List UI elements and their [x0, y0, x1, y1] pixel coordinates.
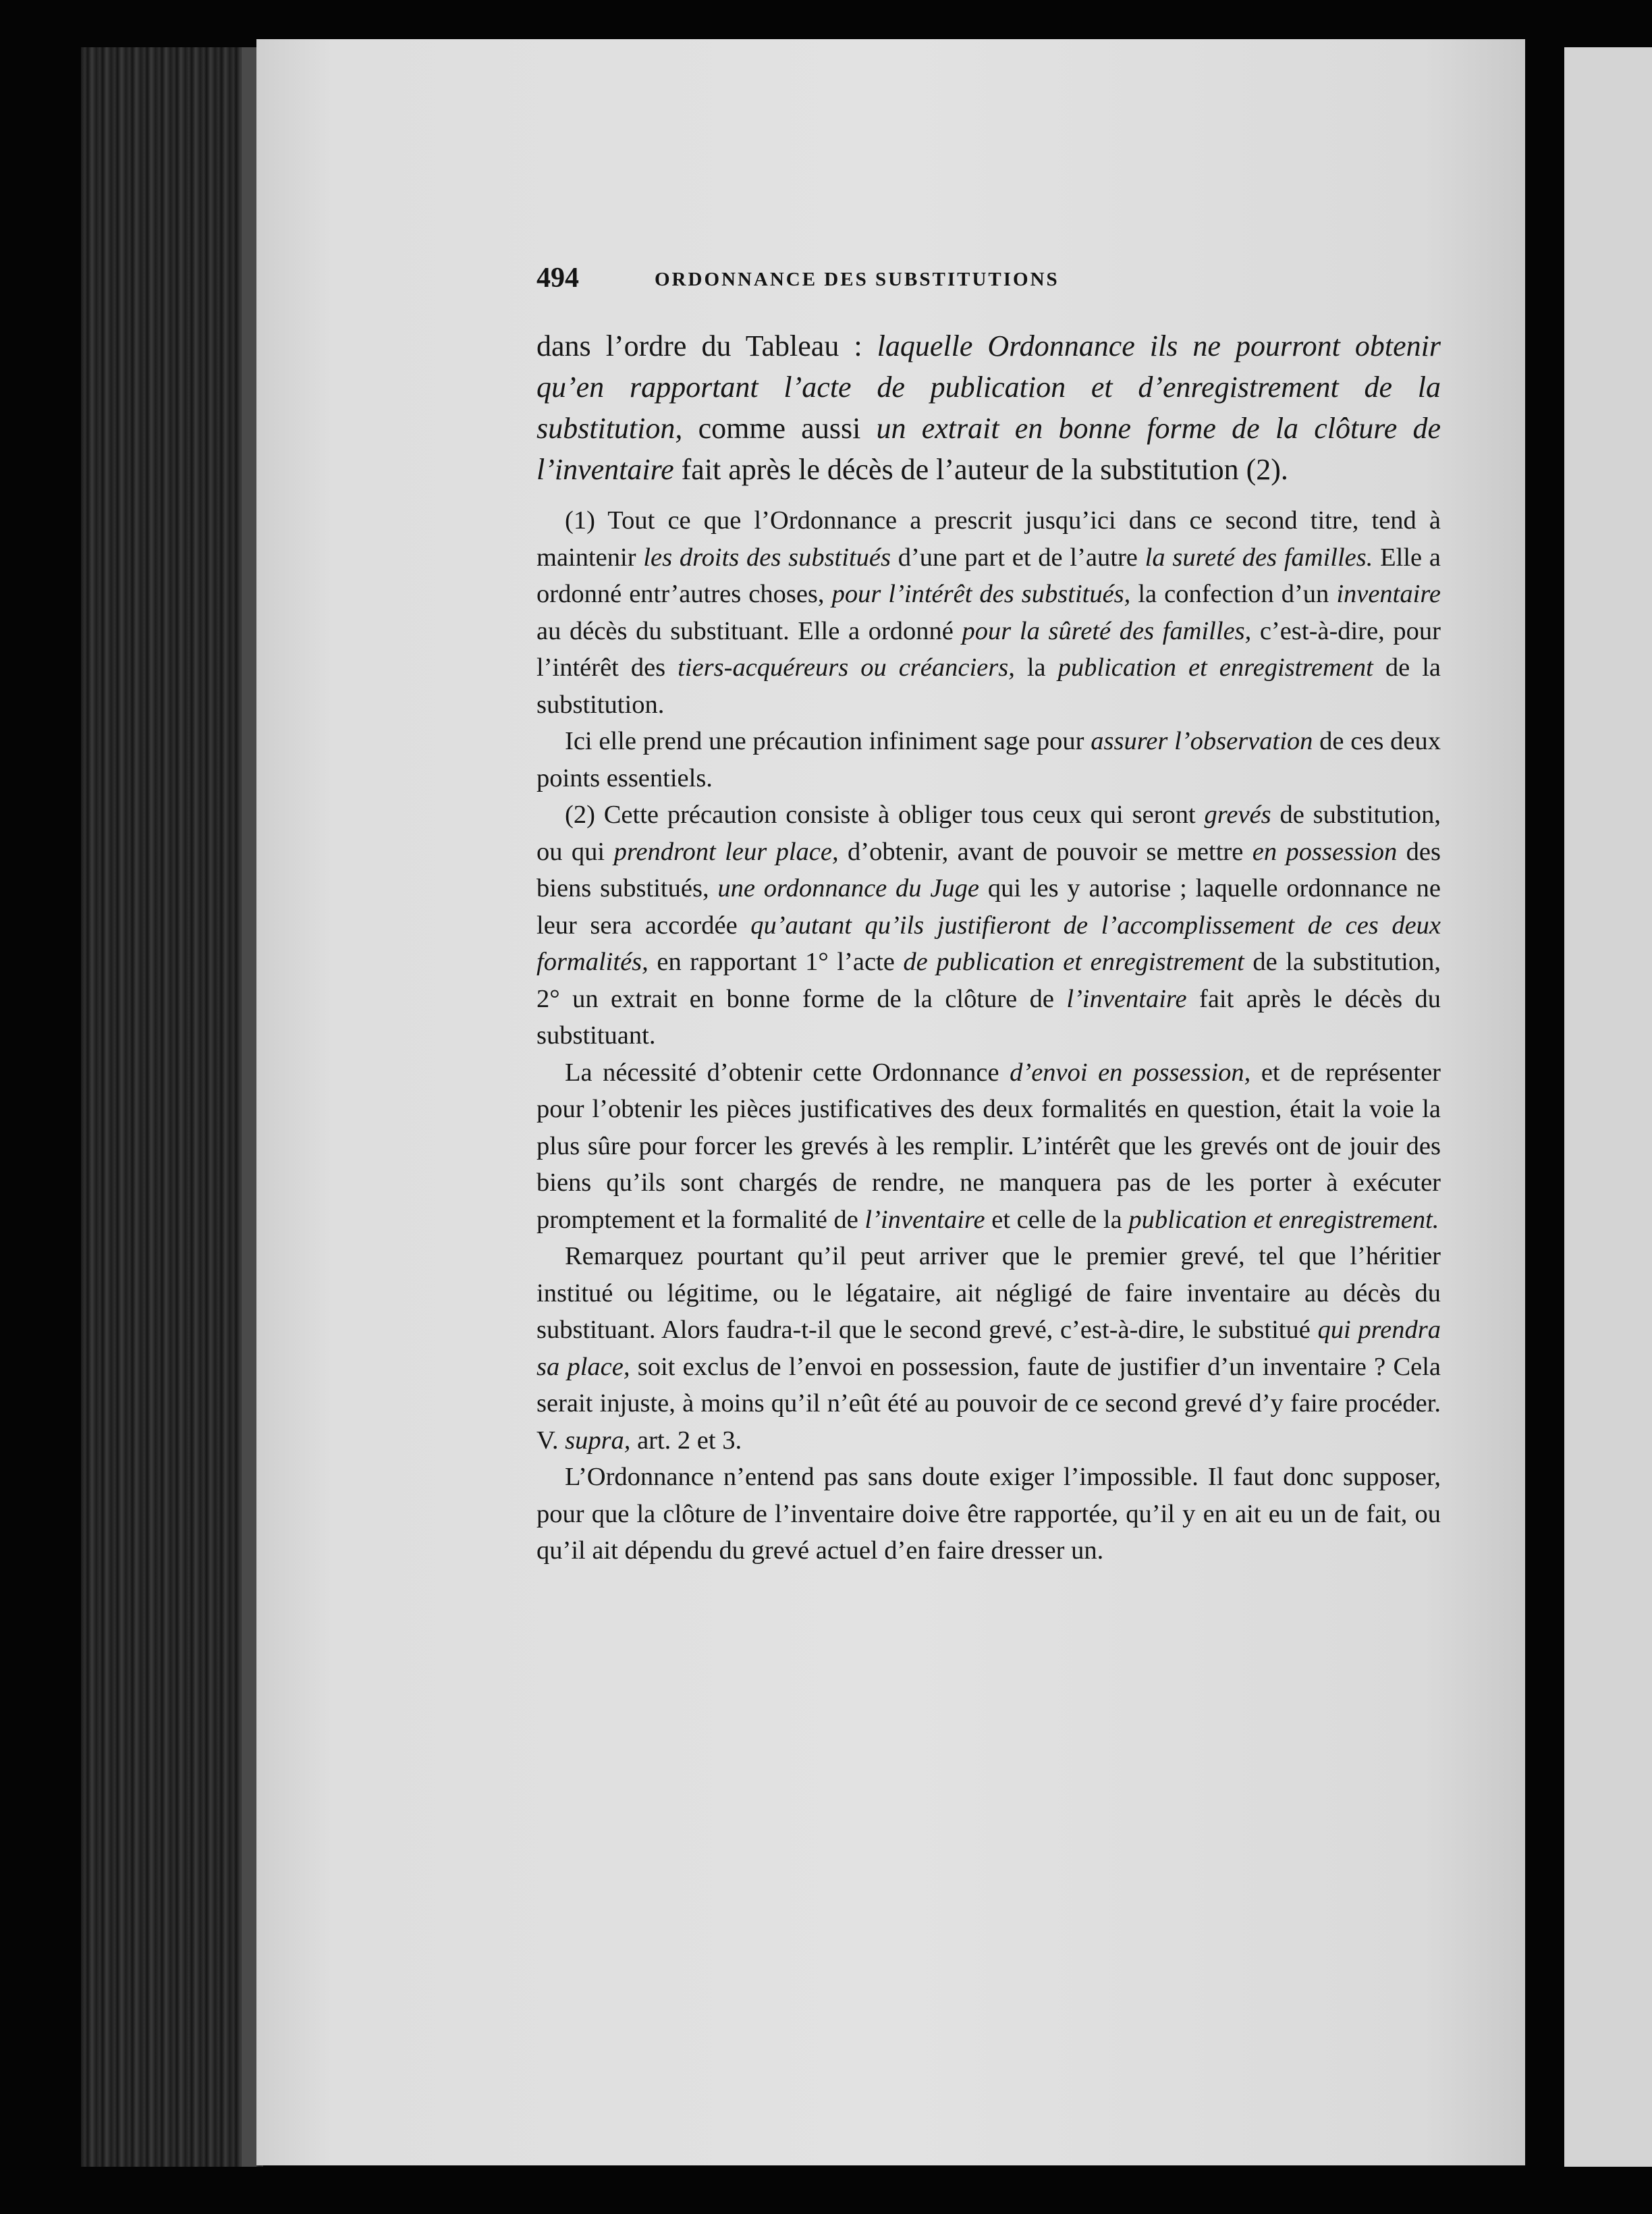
text-run: La nécessité d’obtenir cette Ordonnance — [565, 1058, 1010, 1087]
facing-page-sliver — [1564, 47, 1652, 2167]
italic-text-run: publication et enregistrement. — [1128, 1205, 1439, 1234]
page-header — [536, 262, 1232, 300]
footnote-paragraph — [536, 1459, 1441, 1569]
italic-text-run: assurer l’observation — [1091, 727, 1313, 755]
italic-text-run: grevés — [1204, 801, 1271, 829]
text-run: en rapportant 1° l’acte — [648, 948, 904, 976]
text-run: comme aussi — [682, 412, 877, 445]
text-run: dans l’ordre du Tableau : — [536, 329, 877, 362]
text-run: et de représenter pour l’obtenir les pièces justificatives des deux formalités en question, était la voie la plus sûre pour forcer les grevés à les remplir. L’intérêt que les grevés ont de jouir des biens qu’ils sont chargés de rendre, ne manquera pas de les porter à exécuter promptement et la formalité de — [536, 1058, 1441, 1234]
italic-text-run: prendront leur place, — [613, 837, 839, 866]
italic-text-run: qui prendra sa place, — [536, 1316, 1441, 1381]
text-run: des biens substitués, — [536, 837, 1441, 902]
text-run: la — [1014, 653, 1058, 682]
text-run: fait après le décès de l’auteur de la substitution (2). — [673, 453, 1288, 486]
italic-text-run: en possession — [1252, 837, 1398, 866]
footnote-paragraph — [536, 502, 1441, 723]
italic-text-run: laquelle Ordonnance ils ne pourront obtenir qu’en rapportant l’acte de publication et d’enregistrement de la substitution, — [536, 329, 1441, 445]
italic-text-run: qu’autant qu’ils justifieront de l’accomplissement de ces deux formalités, — [536, 911, 1441, 976]
main-paragraph — [536, 325, 1441, 490]
footnote-paragraph — [536, 1054, 1441, 1239]
page-body — [536, 325, 1441, 1569]
book-page-stack-edge — [81, 47, 263, 2167]
italic-text-run: de publication et enregistrement — [903, 948, 1244, 976]
text-run: de substitution, ou qui — [536, 801, 1441, 866]
book-gutter — [1526, 34, 1564, 2180]
italic-text-run: l’inventaire — [1066, 984, 1187, 1013]
text-run: Ici elle prend une précaution infiniment sage pour — [565, 727, 1091, 755]
italic-text-run: d’envoi en possession, — [1010, 1058, 1251, 1087]
italic-text-run: un extrait en bonne forme de la clôture de l’inventaire — [536, 412, 1441, 486]
text-run: fait après le décès du substituant. — [536, 984, 1441, 1050]
italic-text-run: les droits des substitués — [643, 543, 891, 572]
italic-text-run: la sureté des familles. — [1145, 543, 1373, 572]
text-run: Remarquez pourtant qu’il peut arriver que le premier grevé, tel que l’héritier institué ou légitime, ou le légataire, ait négligé de faire inventaire au décès du substituant. Alors faudra-t-il que le second grevé, c’est-à-dire, le substitué — [536, 1242, 1441, 1344]
text-run: qui les y autorise ; laquelle ordonnance ne leur sera accordée — [536, 874, 1441, 940]
text-run: de ces deux points essentiels. — [536, 727, 1441, 792]
text-run: au décès du substituant. Elle a ordonné — [536, 616, 962, 645]
italic-text-run: pour l’intérêt des substitués, — [831, 580, 1131, 608]
text-run: de la substitution, 2° un extrait en bonne forme de la clôture de — [536, 948, 1441, 1013]
footnotes — [536, 502, 1441, 1569]
italic-text-run: supra, — [565, 1426, 631, 1455]
text-run: (2) Cette précaution consiste à obliger tous ceux qui seront — [565, 801, 1205, 829]
text-run: de la substitution. — [536, 653, 1441, 719]
italic-text-run: l’inventaire — [864, 1205, 985, 1234]
text-run: et celle de la — [985, 1205, 1129, 1234]
italic-text-run: une ordonnance du Juge — [717, 874, 980, 902]
text-run: art. 2 et 3. — [630, 1426, 742, 1455]
text-run: d’obtenir, avant de pouvoir se mettre — [838, 837, 1252, 866]
text-run: c’est-à-dire, pour l’intérêt des — [536, 616, 1441, 682]
footnote-paragraph — [536, 1238, 1441, 1459]
page-number: 494 — [536, 263, 579, 294]
italic-text-run: inventaire — [1336, 580, 1441, 608]
text-run: (1) Tout ce que l’Ordonnance a prescrit jusqu’ici dans ce second titre, tend à maintenir — [536, 506, 1441, 572]
italic-text-run: publication et enregistrement — [1057, 653, 1373, 682]
text-run: d’une part et de l’autre — [890, 543, 1145, 572]
text-run: Elle a ordonné entr’autres choses, — [536, 543, 1441, 608]
page-stack-highlight — [242, 47, 256, 2167]
text-run: la confection d’un — [1130, 580, 1337, 608]
footnote-paragraph — [536, 723, 1441, 796]
text-run: soit exclus de l’envoi en possession, faute de justifier d’un inventaire ? Cela serait injuste, à moins qu’il n’eût été au pouvoir de ce second grevé d’y faire procéder. V. — [536, 1352, 1441, 1455]
footnote-paragraph — [536, 796, 1441, 1054]
italic-text-run: pour la sûreté des familles, — [962, 616, 1252, 645]
italic-text-run: tiers-acquéreurs ou créanciers, — [678, 653, 1015, 682]
running-title: ORDONNANCE DES SUBSTITUTIONS — [655, 269, 1059, 290]
text-run: L’Ordonnance n’entend pas sans doute exiger l’impossible. Il faut donc supposer, pour que la clôture de l’inventaire doive être rapportée, qu’il y en ait eu un de fait, ou qu’il ait dépendu du grevé actuel d’en faire dresser un. — [536, 1463, 1441, 1565]
